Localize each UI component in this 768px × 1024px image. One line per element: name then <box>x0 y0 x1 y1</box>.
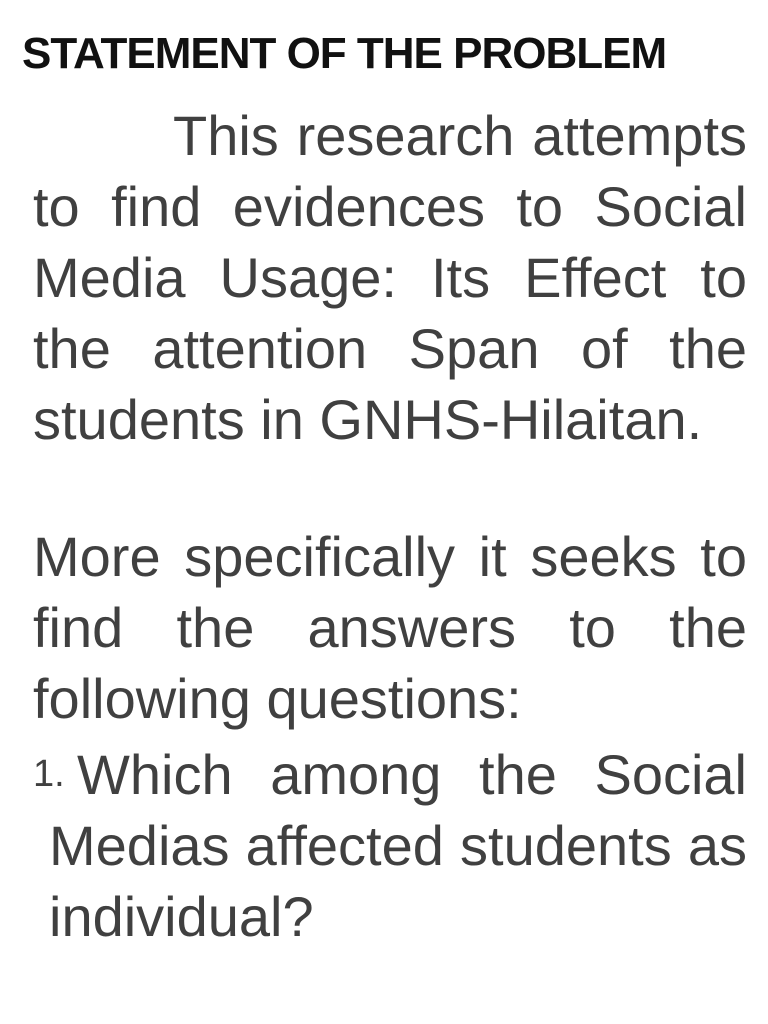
question-list <box>33 739 747 952</box>
page-title: STATEMENT OF THE PROBLEM <box>22 29 667 78</box>
list-item <box>33 739 747 952</box>
specific-objectives-paragraph: More specifically it seeks to find the answers to the following questions: <box>33 525 747 730</box>
question-text: Which among the Social Medias affected students as individual? <box>49 743 747 948</box>
intro-paragraph: This research attempts to find evidences to Social Media Usage: Its Effect to the attention Span of the students in GNHS-Hilaitan. <box>33 104 747 451</box>
question-number: 1. <box>33 753 65 795</box>
